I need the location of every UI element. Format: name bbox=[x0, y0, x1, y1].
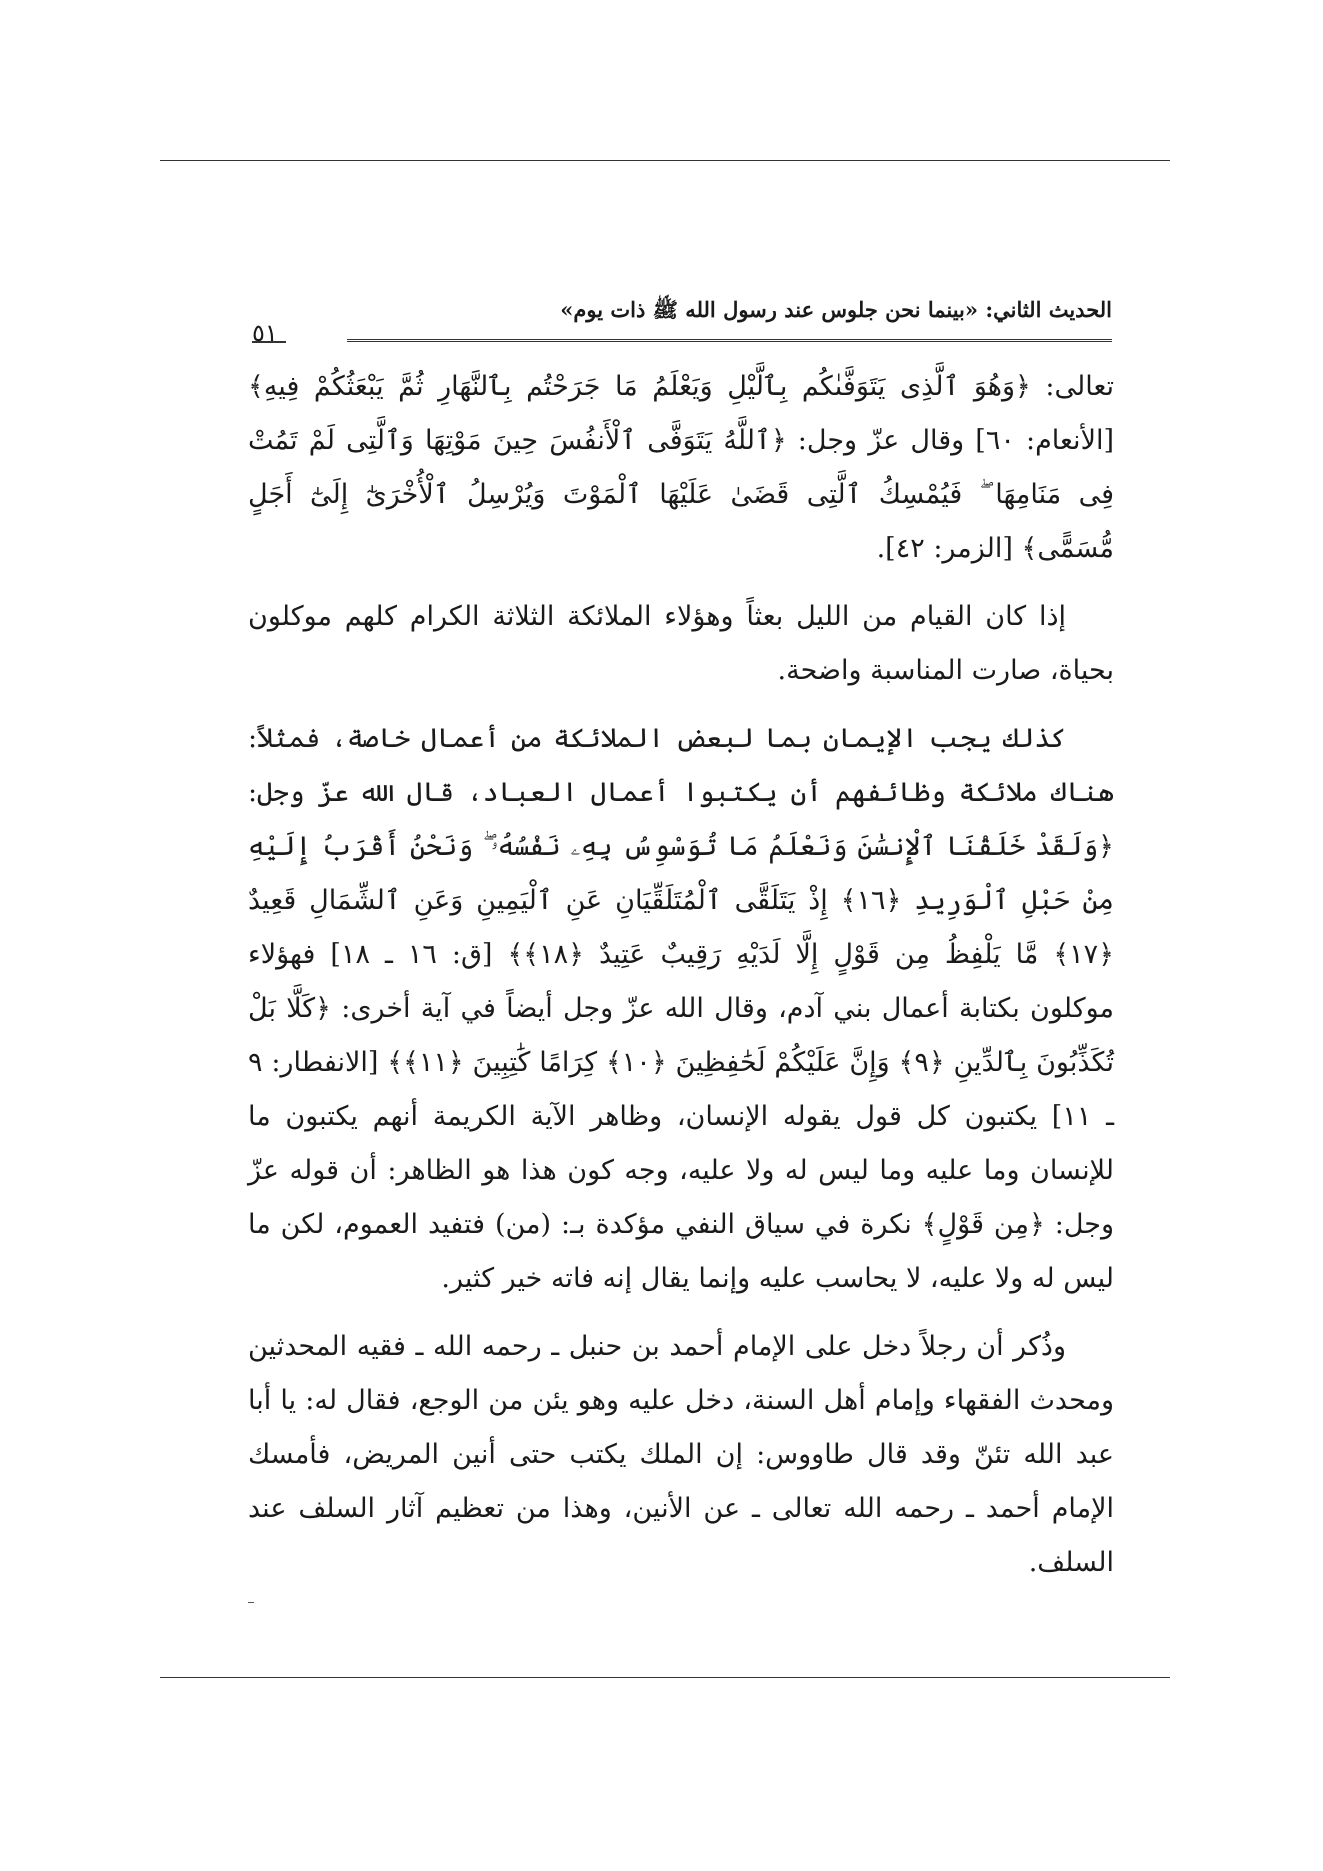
running-header bbox=[252, 297, 1112, 347]
paragraph-2: إذا كان القيام من الليل بعثاً وهؤلاء الملائكة الثلاثة الكرام كلهم موكلون بحياة، صارت المناسبة واضحة. bbox=[248, 601, 1114, 686]
running-title: الحديث الثاني: «بينما نحن جلوس عند رسول الله ﷺ ذات يوم» bbox=[560, 297, 1112, 322]
page-number: ٥١ bbox=[252, 319, 278, 347]
header-rule-short bbox=[252, 341, 286, 343]
paragraph-1: تعالى: ﴿وَهُوَ ٱلَّذِى يَتَوَفَّىٰكُم بِٱلَّيْلِ وَيَعْلَمُ مَا جَرَحْتُم بِٱلنَّهَارِ ثُمَّ يَبْعَثُكُمْ فِيهِ﴾ [الأنعام: ٦٠] وقال عزّ وجل: ﴿ٱللَّهُ يَتَوَفَّى ٱلْأَنفُسَ حِينَ مَوْتِهَا وَٱلَّتِى لَمْ تَمُتْ فِى مَنَامِهَا ۖ فَيُمْسِكُ ٱلَّتِى قَضَىٰ عَلَيْهَا ٱلْمَوْتَ وَيُرْسِلُ ٱلْأُخْرَىٰٓ إِلَىٰٓ أَجَلٍ مُّسَمًّى﴾ [الزمر: ٤٢]. bbox=[248, 371, 1114, 564]
stray-mark bbox=[248, 1602, 254, 1603]
bottom-page-rule bbox=[160, 1677, 1170, 1678]
top-page-rule bbox=[160, 160, 1170, 161]
page-body bbox=[248, 360, 1114, 1604]
paragraph-4: وذُكر أن رجلاً دخل على الإمام أحمد بن حنبل ـ رحمه الله ـ فقيه المحدثين ومحدث الفقهاء وإمام أهل السنة، دخل عليه وهو يئن من الوجع، فقال له: يا أبا عبد الله تئنّ وقد قال طاووس: إن الملك يكتب حتى أنين المريض، فأمسك الإمام أحمد ـ رحمه الله تعالى ـ عن الأنين، وهذا من تعظيم آثار السلف عند السلف. bbox=[248, 1331, 1114, 1578]
paragraph-3: كذلك يجب الإيمان بما لبعض الملائكة من أعمال خاصة، فمثلاً: هناك ملائكة وظائفهم أن يكتبوا أعمال العباد، قال الله عزّ وجل: ﴿وَلَقَدْ خَلَقْنَا ٱلْإِنسَٰنَ وَنَعْلَمُ مَا تُوَسْوِسُ بِهِۦ نَفْسُهُۥ ۖ وَنَحْنُ أَقْرَبُ إِلَيْهِ مِنْ حَبْلِ ٱلْوَرِيدِ ﴿١٦﴾ إِذْ يَتَلَقَّى ٱلْمُتَلَقِّيَانِ عَنِ ٱلْيَمِينِ وَعَنِ ٱلشِّمَالِ قَعِيدٌ ﴿١٧﴾ مَّا يَلْفِظُ مِن قَوْلٍ إِلَّا لَدَيْهِ رَقِيبٌ عَتِيدٌ ﴿١٨﴾﴾ [ق: ١٦ ـ ١٨] فهؤلاء موكلون بكتابة أعمال بني آدم، وقال الله عزّ وجل أيضاً في آية أخرى: ﴿كَلَّا بَلْ تُكَذِّبُونَ بِٱلدِّينِ ﴿٩﴾ وَإِنَّ عَلَيْكُمْ لَحَٰفِظِينَ ﴿١٠﴾ كِرَامًا كَٰتِبِينَ ﴿١١﴾﴾ [الانفطار: ٩ ـ ١١] يكتبون كل قول يقوله الإنسان، وظاهر الآية الكريمة أنهم يكتبون ما للإنسان وما عليه وما ليس له ولا عليه، وجه كون هذا هو الظاهر: أن قوله عزّ وجل: ﴿مِن قَوْلٍ﴾ نكرة في سياق النفي مؤكدة بـ: (من) فتفيد العموم، لكن ما ليس له ولا عليه، لا يحاسب عليه وإنما يقال إنه فاته خير كثير. bbox=[248, 723, 1115, 1294]
header-rule bbox=[347, 339, 1112, 342]
